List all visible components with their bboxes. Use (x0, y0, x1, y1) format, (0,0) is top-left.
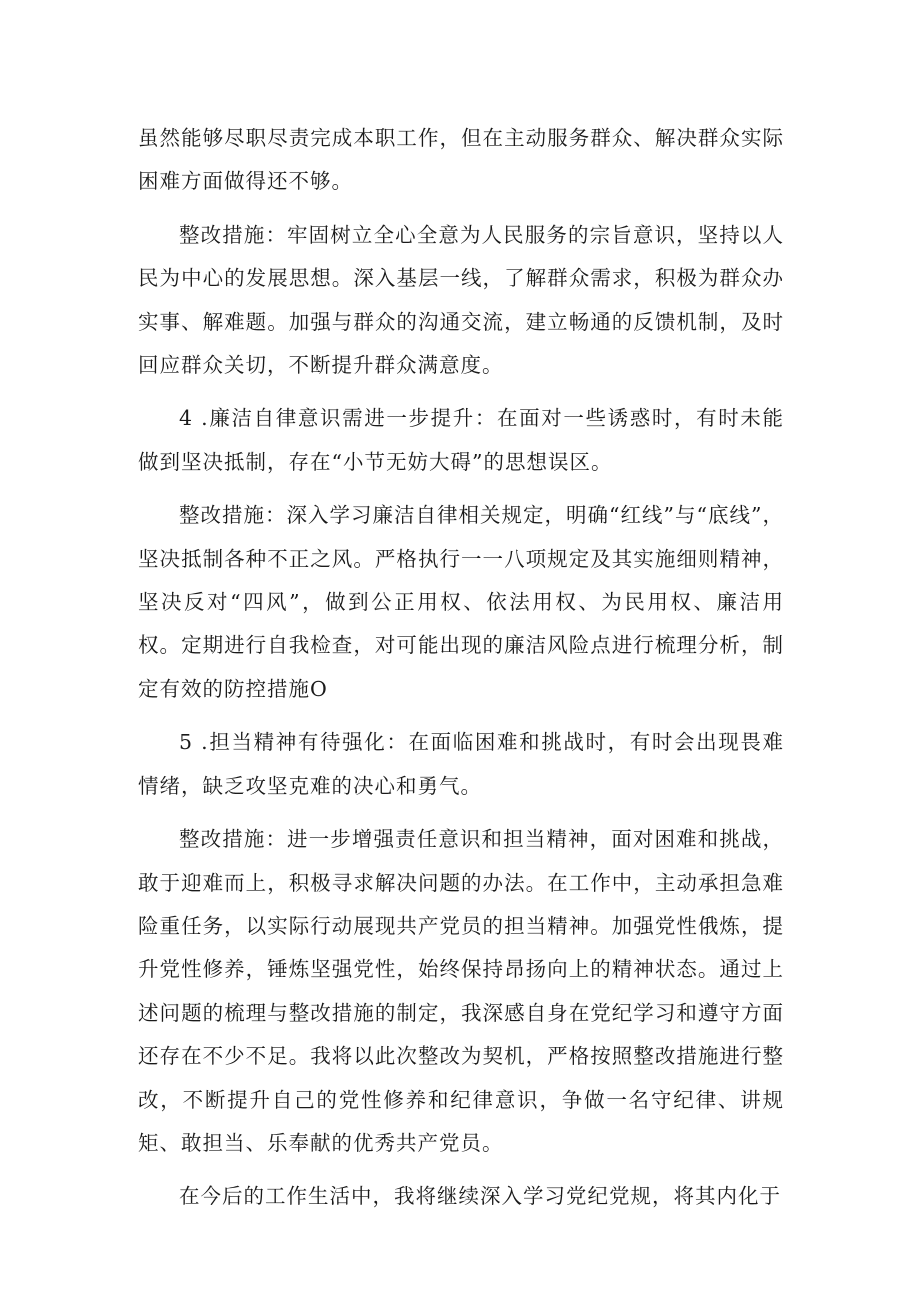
paragraph-issue-4-integrity: 4 .廉洁自律意识需进一步提升：在面对一些诱惑时，有时未能做到坚决抵制，存在“小节无妨大碍”的思想误区。 (138, 406, 784, 474)
paragraph-rectification-service: 整改措施：牢固树立全心全意为人民服务的宗旨意识，坚持以人民为中心的发展思想。深入基层一线，了解群众需求，积极为群众办实事、解难题。加强与群众的沟通交流，建立畅通的反馈机制，及时回应群众关切，不断提升群众满意度。 (138, 222, 784, 378)
paragraph-issue-5-responsibility: 5 .担当精神有待强化：在面临困难和挑战时，有时会出现畏难情绪，缺乏攻坚克难的决心和勇气。 (138, 730, 784, 798)
paragraph-future-commitment: 在今后的工作生活中，我将继续深入学习党纪党规，将其内化于 (179, 1184, 781, 1209)
paragraph-rectification-integrity: 整改措施：深入学习廉洁自律相关规定，明确“红线”与“底线”，坚决抵制各种不正之风。严格执行一一八项规定及其实施细则精神，坚决反对“四风”，做到公正用权、依法用权、为民用权、廉洁用权。定期进行自我检查，对可能出现的廉洁风险点进行梳理分析，制定有效的防控措施O (138, 503, 784, 701)
paragraph-service-issue-continued: 虽然能够尽职尽责完成本职工作，但在主动服务群众、解决群众实际困难方面做得还不够。 (138, 126, 784, 194)
document-page (138, 117, 784, 1229)
paragraph-rectification-responsibility: 整改措施：进一步增强责任意识和担当精神，面对困难和挑战，敢于迎难而上，积极寻求解决问题的办法。在工作中，主动承担急难险重任务，以实际行动展现共产党员的担当精神。加强党性俄炼，提升党性修养，锤炼坚强党性，始终保持昂扬向上的精神状态。通过上述问题的梳理与整改措施的制定，我深感自身在党纪学习和遵守方面还存在不少不足。我将以此次整改为契机，严格按照整改措施进行整改，不断提升自己的党性修养和纪律意识，争做一名守纪律、讲规矩、敢担当、乐奉献的优秀共产党员。 (138, 827, 784, 1155)
